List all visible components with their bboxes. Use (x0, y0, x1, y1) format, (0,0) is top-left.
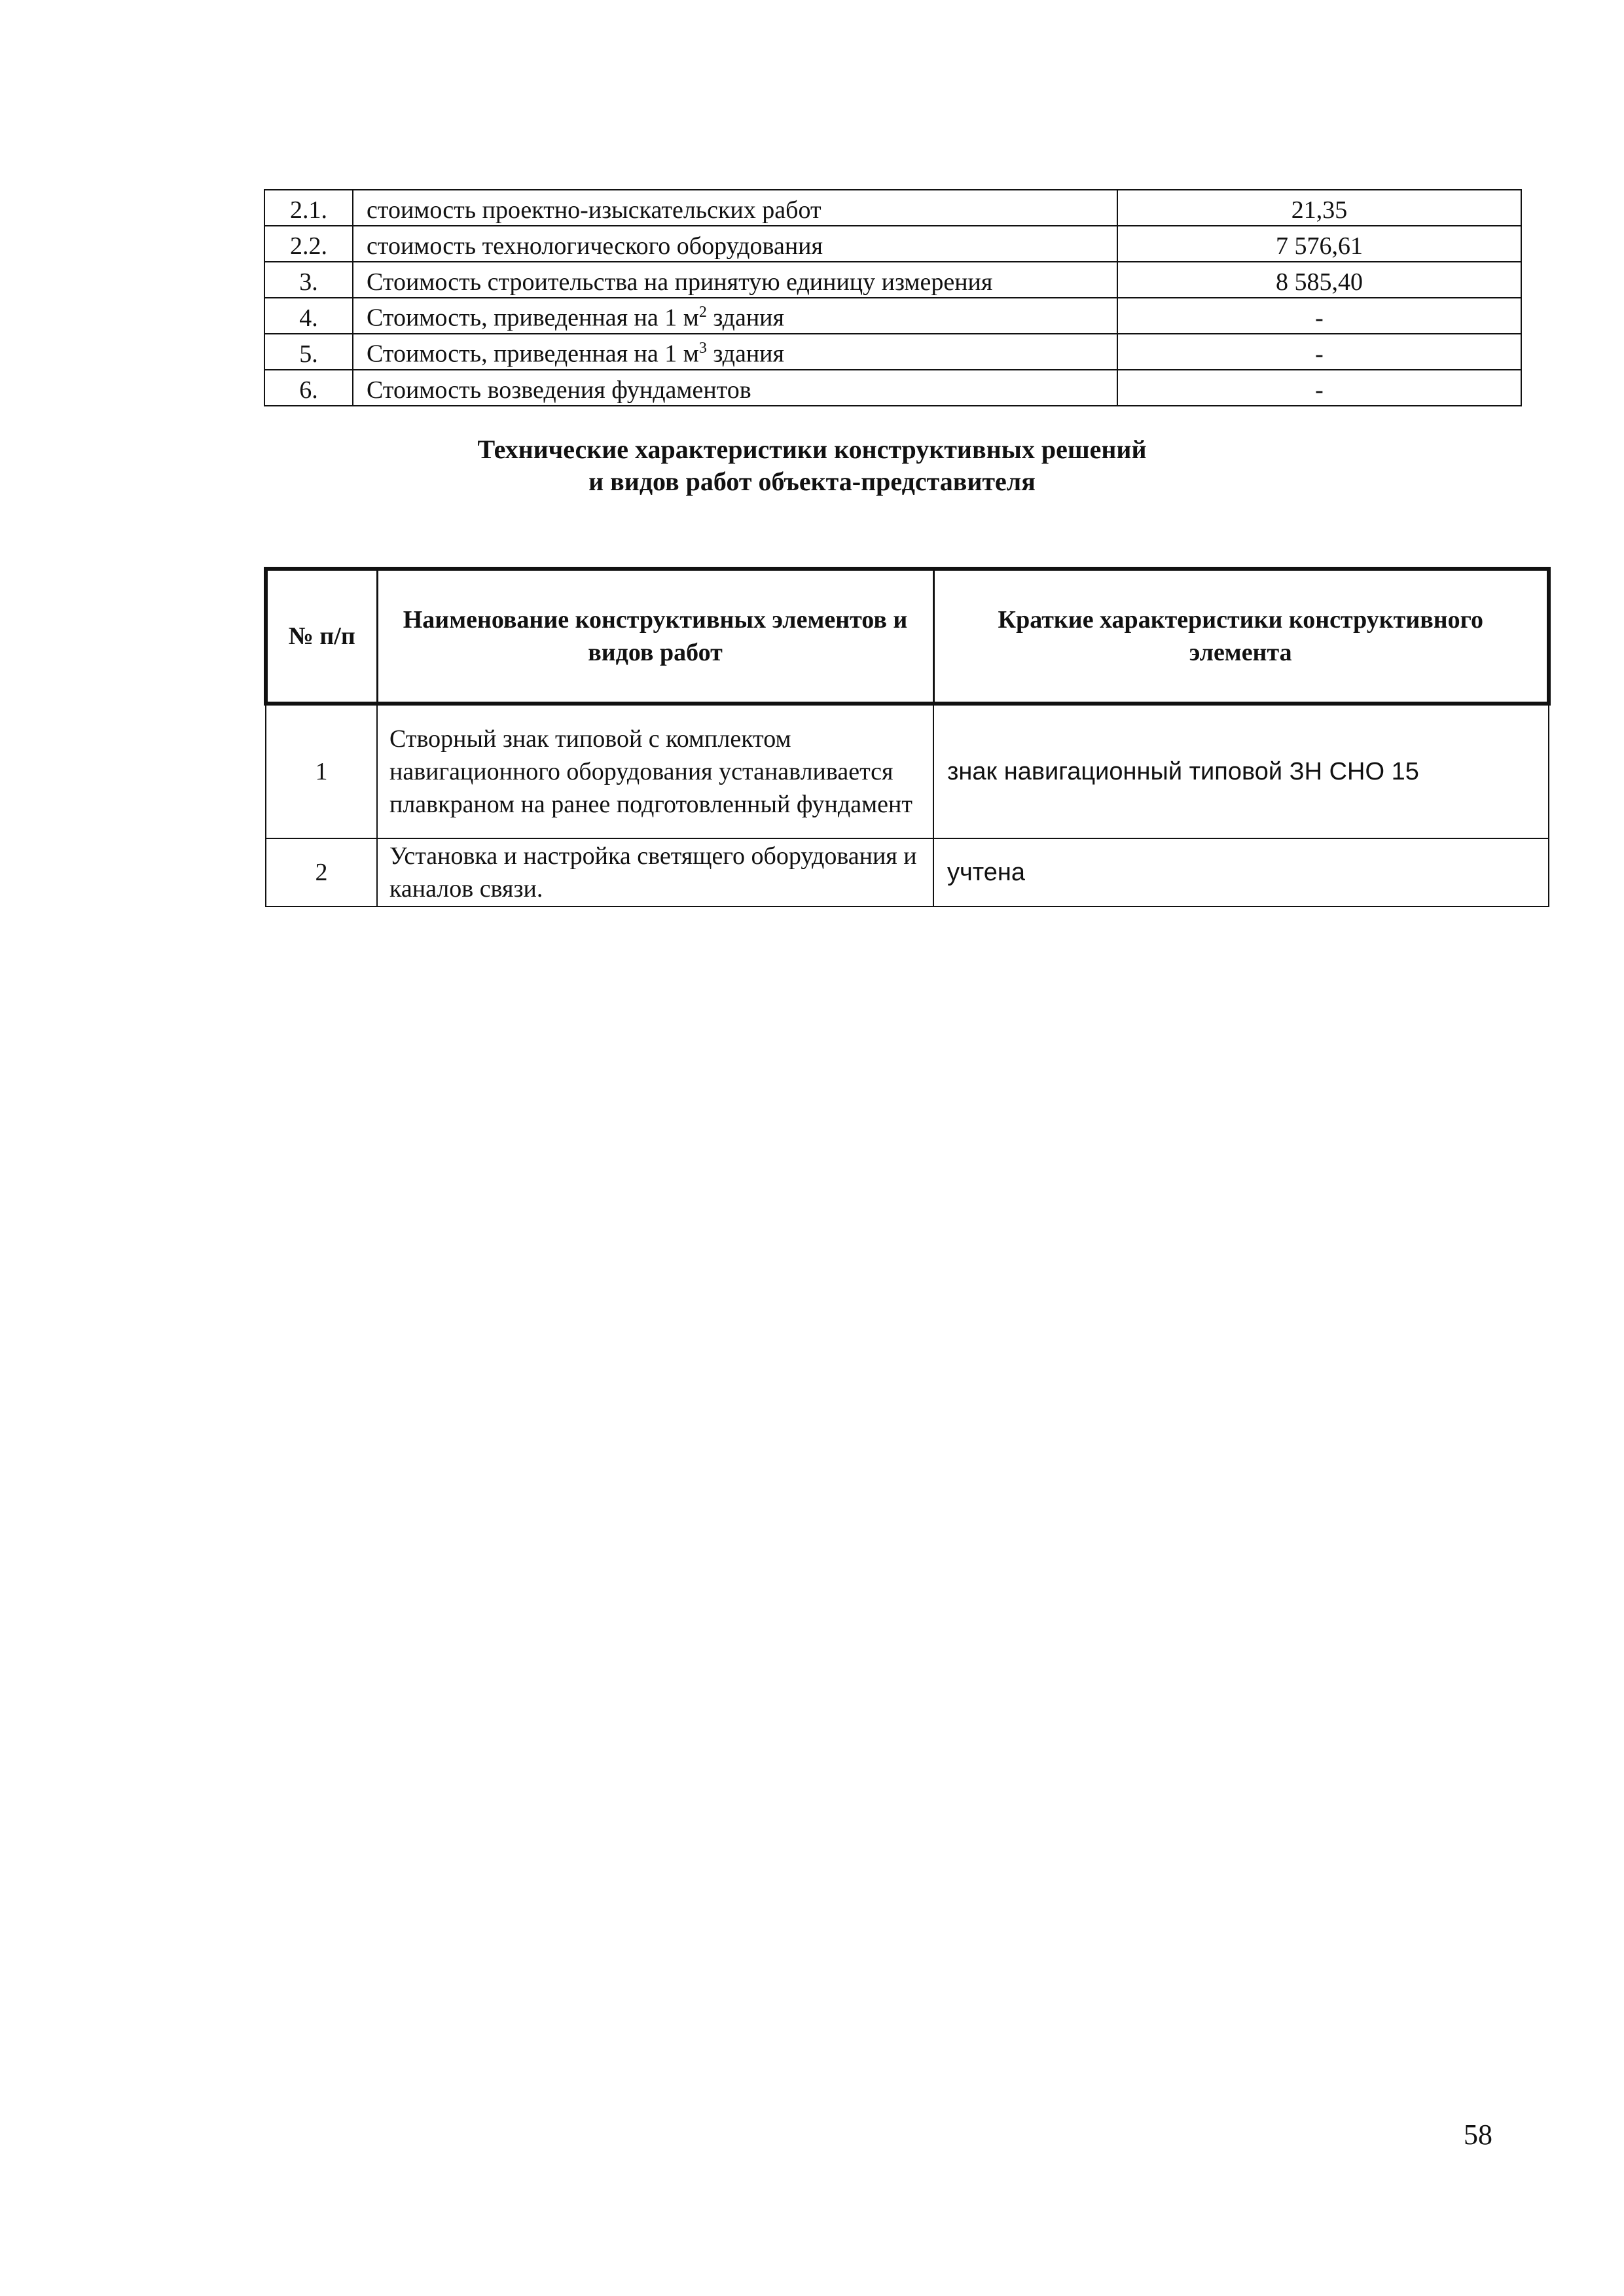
row-number: 2 (266, 838, 377, 906)
page-number: 58 (1464, 2119, 1492, 2151)
row-value: - (1117, 334, 1521, 370)
section-title-line-1: Технические характеристики конструктивных решений (477, 435, 1147, 464)
row-characteristic: учтена (933, 838, 1549, 906)
row-number: 6. (264, 370, 353, 406)
table-row (264, 262, 1521, 298)
section-title (0, 433, 1624, 497)
row-value: - (1117, 370, 1521, 406)
table-row (264, 370, 1521, 406)
table-row (264, 334, 1521, 370)
table-row (264, 298, 1521, 334)
row-name-text: Стоимость, приведенная на 1 м (367, 304, 699, 332)
row-name (353, 334, 1117, 370)
row-element: Установка и настройка светящего оборудования и каналов связи. (377, 838, 933, 906)
row-name: стоимость технологического оборудования (353, 226, 1117, 262)
row-number: 1 (266, 704, 377, 838)
table-row (264, 226, 1521, 262)
row-value: 21,35 (1117, 190, 1521, 226)
row-value: 7 576,61 (1117, 226, 1521, 262)
header-number: № п/п (266, 569, 377, 704)
table-row (266, 838, 1549, 906)
table-header-row (266, 569, 1549, 704)
header-elements: Наименование конструктивных элементов и видов работ (377, 569, 933, 704)
row-number: 3. (264, 262, 353, 298)
row-name-text: Стоимость, приведенная на 1 м (367, 340, 699, 368)
row-name: Стоимость строительства на принятую единицу измерения (353, 262, 1117, 298)
row-name: Стоимость возведения фундаментов (353, 370, 1117, 406)
table-row (264, 190, 1521, 226)
row-number: 5. (264, 334, 353, 370)
row-number: 4. (264, 298, 353, 334)
row-characteristic: знак навигационный типовой ЗН СНО 15 (933, 704, 1549, 838)
row-value: - (1117, 298, 1521, 334)
row-element: Створный знак типовой с комплектом навигационного оборудования устанавливается плавкраном на ранее подготовленный фундамент (377, 704, 933, 838)
technical-characteristics-table (264, 567, 1551, 907)
section-title-line-2: и видов работ объекта-представителя (588, 467, 1036, 496)
table-row (266, 704, 1549, 838)
row-name-suffix: здания (706, 340, 784, 368)
row-value: 8 585,40 (1117, 262, 1521, 298)
header-characteristics: Краткие характеристики конструктивного элемента (933, 569, 1549, 704)
exponent: 3 (698, 340, 707, 357)
row-name (353, 298, 1117, 334)
row-name-suffix: здания (706, 304, 784, 332)
row-number: 2.2. (264, 226, 353, 262)
row-name: стоимость проектно-изыскательских работ (353, 190, 1117, 226)
exponent: 2 (698, 304, 707, 321)
cost-table (264, 189, 1522, 406)
row-number: 2.1. (264, 190, 353, 226)
